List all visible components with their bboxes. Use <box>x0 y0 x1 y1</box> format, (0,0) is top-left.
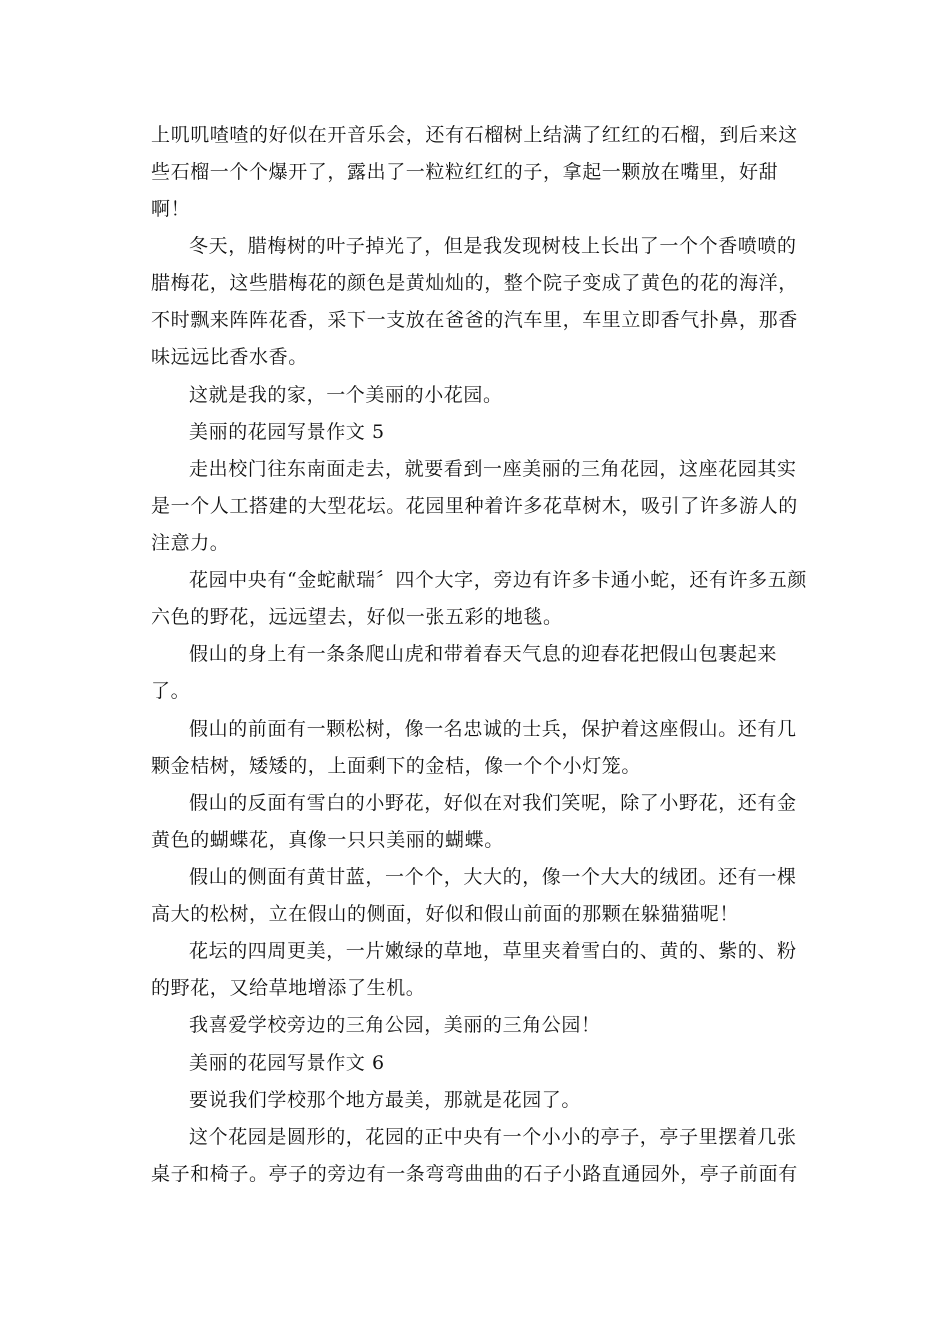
text-line: 我喜爱学校旁边的三角公园，美丽的三角公园！ <box>189 1014 601 1036</box>
text-line: 要说我们学校那个地方最美，那就是花园了。 <box>189 1089 582 1111</box>
text-line: 假山的反面有雪白的小野花，好似在对我们笑呢，除了小野花，还有金 <box>189 792 797 814</box>
text-line: 高大的松树，立在假山的侧面，好似和假山前面的那颗在躲猫猫呢！ <box>151 903 740 925</box>
text-line: 注意力。 <box>151 532 230 554</box>
text-line: 是一个人工搭建的大型花坛。花园里种着许多花草树木，吸引了许多游人的 <box>151 495 798 517</box>
text-line: 桌子和椅子。亭子的旁边有一条弯弯曲曲的石子小路直通园外，亭子前面有 <box>151 1163 798 1185</box>
text-line: 这就是我的家，一个美丽的小花园。 <box>189 384 503 406</box>
text-line: 六色的野花，远远望去，好似一张五彩的地毯。 <box>151 606 563 628</box>
text-line: 味远远比香水香。 <box>151 346 308 368</box>
text-line: 颗金桔树，矮矮的，上面剩下的金桔，像一个个小灯笼。 <box>151 755 642 777</box>
text-line: 了。 <box>151 680 191 702</box>
text-line: 的野花，又给草地增添了生机。 <box>151 977 426 999</box>
section-heading: 美丽的花园写景作文 5 <box>189 421 385 443</box>
text-line: 假山的前面有一颗松树，像一名忠诚的士兵，保护着这座假山。还有几 <box>189 718 797 740</box>
text-line: 腊梅花，这些腊梅花的颜色是黄灿灿的，整个院子变成了黄色的花的海洋， <box>151 272 798 294</box>
section-heading: 美丽的花园写景作文 6 <box>189 1052 385 1074</box>
text-line: 黄色的蝴蝶花，真像一只只美丽的蝴蝶。 <box>151 829 504 851</box>
text-line: 些石榴一个个爆开了，露出了一粒粒红红的子，拿起一颗放在嘴里，好甜 <box>151 161 779 183</box>
text-line: 这个花园是圆形的，花园的正中央有一个小小的亭子，亭子里摆着几张 <box>189 1126 797 1148</box>
text-line: 冬天，腊梅树的叶子掉光了，但是我发现树枝上长出了一个个香喷喷的 <box>189 235 797 257</box>
text-line: 上叽叽喳喳的好似在开音乐会，还有石榴树上结满了红红的石榴，到后来这 <box>151 124 798 146</box>
text-line: 假山的身上有一条条爬山虎和带着春天气息的迎春花把假山包裹起来 <box>189 643 778 665</box>
text-line: 不时飘来阵阵花香，采下一支放在爸爸的汽车里，车里立即香气扑鼻，那香 <box>151 309 798 331</box>
text-line: 假山的侧面有黄甘蓝，一个个，大大的，像一个大大的绒团。还有一棵 <box>189 866 797 888</box>
text-line: 走出校门往东南面走去，就要看到一座美丽的三角花园，这座花园其实 <box>189 458 797 480</box>
text-line: 花园中央有“金蛇献瑞〞四个大字，旁边有许多卡通小蛇，还有许多五颜 <box>189 569 807 591</box>
text-line: 啊！ <box>151 198 191 220</box>
text-line: 花坛的四周更美，一片嫩绿的草地，草里夹着雪白的、黄的、紫的、粉 <box>189 940 797 962</box>
